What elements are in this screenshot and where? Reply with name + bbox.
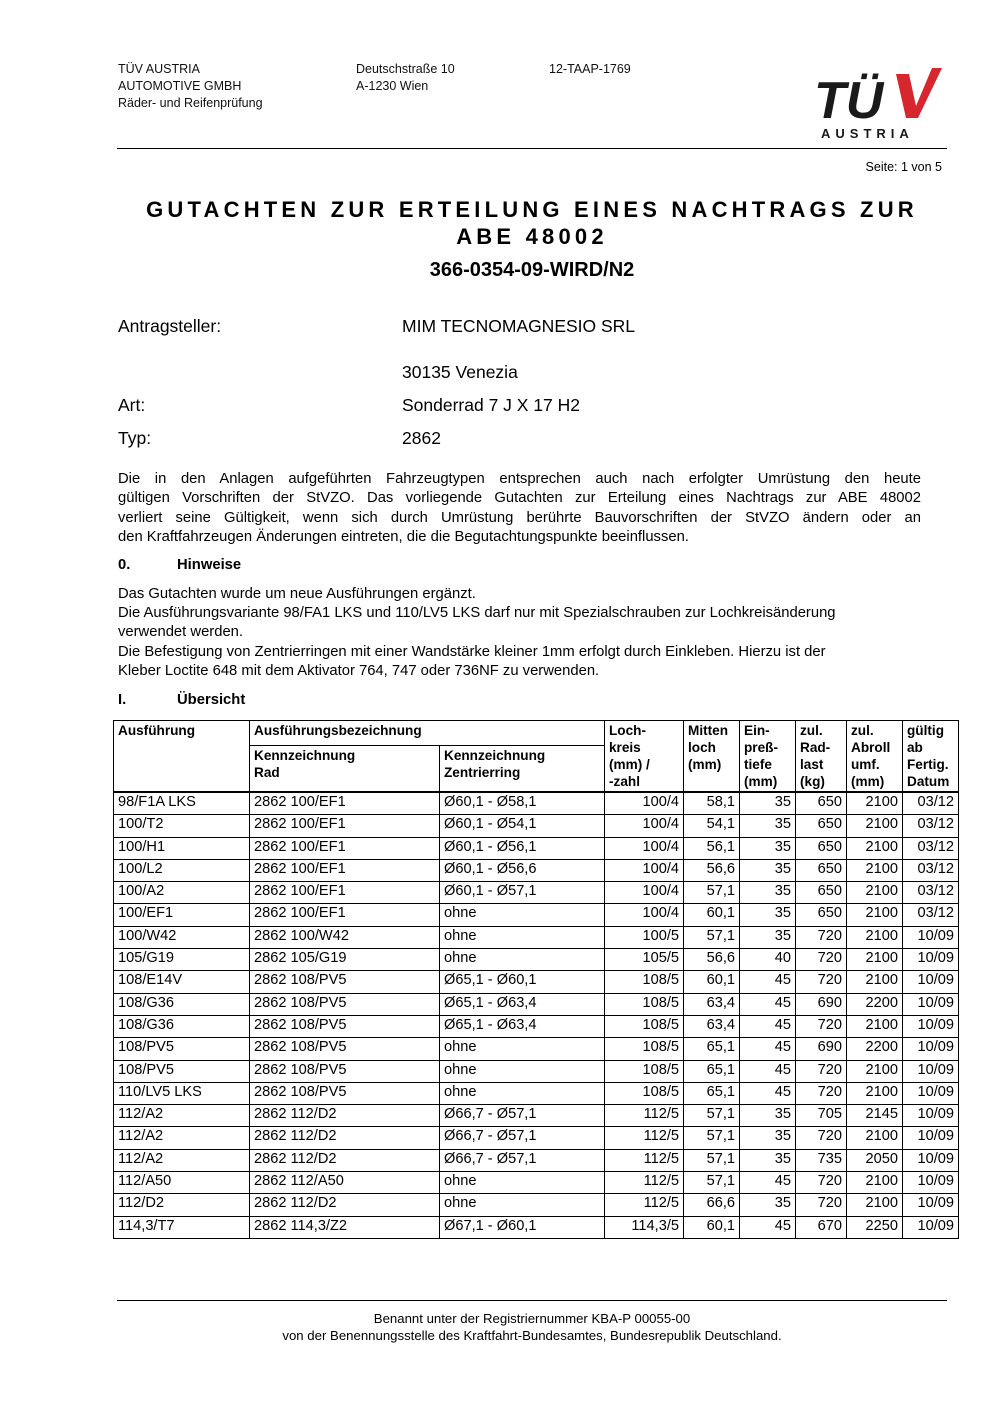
- cell-abrollumfang: 2100: [847, 1082, 903, 1104]
- cell-kennzeichnung-zentrierring: Ø60,1 - Ø57,1: [440, 882, 605, 904]
- header-text: Kennzeichnung: [444, 747, 546, 763]
- cell-mittenloch: 57,1: [684, 882, 740, 904]
- col-header-kennzeichnung-rad: [250, 745, 440, 792]
- cell-einpresstiefe: 35: [740, 1127, 796, 1149]
- col-header-radlast: [796, 721, 847, 793]
- cell-abrollumfang: 2100: [847, 792, 903, 815]
- cell-lochkreis: 108/5: [605, 1060, 684, 1082]
- document-number: 366-0354-09-WIRD/N2: [429, 259, 635, 281]
- cell-gueltig-ab: 10/09: [903, 1015, 959, 1037]
- header-text: Kennzeichnung: [254, 747, 356, 763]
- cell-kennzeichnung-zentrierring: Ø65,1 - Ø63,4: [440, 1015, 605, 1037]
- cell-abrollumfang: 2100: [847, 1015, 903, 1037]
- cell-kennzeichnung-rad: 2862 100/W42: [250, 926, 440, 948]
- cell-gueltig-ab: 03/12: [903, 904, 959, 926]
- logo-v-checkmark: [896, 68, 942, 118]
- cell-einpresstiefe: 45: [740, 1015, 796, 1037]
- cell-ausfuehrung: 108/E14V: [114, 971, 250, 993]
- cell-kennzeichnung-rad: 2862 100/EF1: [250, 882, 440, 904]
- header-divider: [117, 148, 947, 149]
- address-city: A-1230 Wien: [356, 79, 429, 93]
- header-text: Mitten: [688, 723, 729, 738]
- cell-kennzeichnung-zentrierring: ohne: [440, 1082, 605, 1104]
- cell-abrollumfang: 2100: [847, 926, 903, 948]
- cell-gueltig-ab: 10/09: [903, 1127, 959, 1149]
- header-text: Abroll: [851, 740, 891, 755]
- cell-abrollumfang: 2100: [847, 949, 903, 971]
- cell-einpresstiefe: 45: [740, 1216, 796, 1238]
- overview-table-body: [114, 792, 959, 1238]
- intro-paragraph: [118, 470, 921, 547]
- table-row: [114, 971, 959, 993]
- cell-ausfuehrung: 98/F1A LKS: [114, 792, 250, 815]
- cell-mittenloch: 60,1: [684, 971, 740, 993]
- table-row: [114, 859, 959, 881]
- cell-kennzeichnung-zentrierring: ohne: [440, 1194, 605, 1216]
- cell-kennzeichnung-zentrierring: Ø60,1 - Ø56,6: [440, 859, 605, 881]
- section-1-title: Übersicht: [177, 692, 246, 708]
- cell-kennzeichnung-rad: 2862 108/PV5: [250, 993, 440, 1015]
- cell-ausfuehrung: 100/H1: [114, 837, 250, 859]
- cell-kennzeichnung-rad: 2862 112/D2: [250, 1105, 440, 1127]
- header-text: (mm) /: [609, 757, 650, 772]
- table-row: [114, 904, 959, 926]
- cell-radlast: 720: [796, 1194, 847, 1216]
- type-value: Sonderrad 7 J X 17 H2: [402, 395, 581, 415]
- cell-lochkreis: 100/4: [605, 882, 684, 904]
- company-department: Räder- und Reifenprüfung: [118, 96, 263, 110]
- cell-kennzeichnung-rad: 2862 100/EF1: [250, 792, 440, 815]
- cell-kennzeichnung-zentrierring: Ø66,7 - Ø57,1: [440, 1149, 605, 1171]
- cell-mittenloch: 54,1: [684, 815, 740, 837]
- cell-kennzeichnung-zentrierring: Ø60,1 - Ø56,1: [440, 837, 605, 859]
- hint-line: Das Gutachten wurde um neue Ausführungen ergänzt.: [118, 586, 476, 602]
- cell-ausfuehrung: 108/PV5: [114, 1060, 250, 1082]
- cell-radlast: 720: [796, 1082, 847, 1104]
- cell-kennzeichnung-zentrierring: ohne: [440, 926, 605, 948]
- section-1-number: I.: [118, 692, 127, 708]
- section-0-title: Hinweise: [177, 557, 242, 573]
- cell-einpresstiefe: 35: [740, 1194, 796, 1216]
- hint-line: verwendet werden.: [118, 624, 244, 641]
- cell-gueltig-ab: 10/09: [903, 1105, 959, 1127]
- table-row: [114, 1127, 959, 1149]
- cell-kennzeichnung-zentrierring: ohne: [440, 949, 605, 971]
- header-text: (mm): [851, 774, 885, 789]
- cell-einpresstiefe: 35: [740, 837, 796, 859]
- tuv-logo-graphic: [812, 64, 942, 144]
- header-text: Rad-: [800, 740, 831, 755]
- company-block: [118, 61, 263, 112]
- table-row: [114, 949, 959, 971]
- cell-ausfuehrung: 108/G36: [114, 1015, 250, 1037]
- cell-mittenloch: 65,1: [684, 1038, 740, 1060]
- tuv-austria-logo: [812, 64, 942, 144]
- cell-kennzeichnung-zentrierring: Ø65,1 - Ø60,1: [440, 971, 605, 993]
- cell-lochkreis: 108/5: [605, 1082, 684, 1104]
- cell-gueltig-ab: 03/12: [903, 815, 959, 837]
- cell-ausfuehrung: 108/PV5: [114, 1038, 250, 1060]
- header-text: tiefe: [744, 757, 772, 772]
- hint-line: Kleber Loctite 648 mit dem Aktivator 764, 747 oder 736NF zu verwenden.: [118, 662, 600, 679]
- cell-gueltig-ab: 10/09: [903, 971, 959, 993]
- header-text: Datum: [907, 774, 950, 789]
- cell-mittenloch: 63,4: [684, 993, 740, 1015]
- cell-ausfuehrung: 100/L2: [114, 859, 250, 881]
- cell-lochkreis: 108/5: [605, 971, 684, 993]
- cell-einpresstiefe: 45: [740, 1082, 796, 1104]
- cell-kennzeichnung-zentrierring: ohne: [440, 1038, 605, 1060]
- intro-line: verliert seine Gültigkeit, wenn sich durch Umrüstung berührte Bauvorschriften der StVZO ändern oder an: [118, 509, 921, 526]
- cell-radlast: 650: [796, 815, 847, 837]
- section-0-number: 0.: [118, 557, 131, 573]
- cell-kennzeichnung-rad: 2862 112/D2: [250, 1149, 440, 1171]
- col-header-abrollumfang: [847, 721, 903, 793]
- cell-ausfuehrung: 108/G36: [114, 993, 250, 1015]
- header-text: kreis: [609, 740, 641, 755]
- company-name: TÜV AUSTRIA: [118, 62, 200, 76]
- cell-mittenloch: 56,6: [684, 859, 740, 881]
- cell-gueltig-ab: 03/12: [903, 859, 959, 881]
- cell-kennzeichnung-rad: 2862 100/EF1: [250, 904, 440, 926]
- cell-kennzeichnung-zentrierring: Ø60,1 - Ø58,1: [440, 792, 605, 815]
- cell-kennzeichnung-zentrierring: Ø67,1 - Ø60,1: [440, 1216, 605, 1238]
- cell-radlast: 650: [796, 859, 847, 881]
- cell-kennzeichnung-rad: 2862 112/D2: [250, 1194, 440, 1216]
- header-text: Fertig.: [907, 757, 949, 772]
- table-row: [114, 1082, 959, 1104]
- cell-mittenloch: 57,1: [684, 1105, 740, 1127]
- cell-mittenloch: 57,1: [684, 926, 740, 948]
- hint-line: Die Ausführungsvariante 98/FA1 LKS und 110/LV5 LKS darf nur mit Spezialschrauben zur Lochkreisänderung: [118, 605, 836, 622]
- cell-gueltig-ab: 03/12: [903, 882, 959, 904]
- cell-kennzeichnung-zentrierring: ohne: [440, 1060, 605, 1082]
- cell-mittenloch: 58,1: [684, 792, 740, 815]
- cell-lochkreis: 112/5: [605, 1149, 684, 1171]
- applicant-value: MIM TECNOMAGNESIO SRL: [402, 316, 636, 336]
- cell-einpresstiefe: 35: [740, 792, 796, 815]
- header-text: Ein-: [744, 723, 770, 738]
- cell-lochkreis: 100/4: [605, 792, 684, 815]
- cell-einpresstiefe: 35: [740, 1105, 796, 1127]
- title-line-2: ABE 48002: [456, 224, 608, 249]
- cell-radlast: 650: [796, 904, 847, 926]
- cell-kennzeichnung-rad: 2862 105/G19: [250, 949, 440, 971]
- cell-abrollumfang: 2100: [847, 1194, 903, 1216]
- cell-radlast: 720: [796, 1127, 847, 1149]
- model-label: Typ:: [118, 428, 152, 448]
- cell-gueltig-ab: 10/09: [903, 1082, 959, 1104]
- cell-ausfuehrung: 105/G19: [114, 949, 250, 971]
- cell-ausfuehrung: 112/A2: [114, 1149, 250, 1171]
- col-header-lochkreis: [605, 721, 684, 793]
- cell-radlast: 705: [796, 1105, 847, 1127]
- cell-radlast: 720: [796, 1172, 847, 1194]
- cell-lochkreis: 108/5: [605, 1015, 684, 1037]
- table-header-row: [114, 721, 959, 746]
- table-row: [114, 1105, 959, 1127]
- footer-line-2: von der Benennungsstelle des Kraftfahrt-Bundesamtes, Bundesrepublik Deutschland.: [282, 1328, 782, 1343]
- footer-line-1: Benannt unter der Registriernummer KBA-P 00055-00: [373, 1311, 691, 1326]
- overview-table: [113, 720, 959, 1239]
- cell-mittenloch: 65,1: [684, 1082, 740, 1104]
- table-row: [114, 1172, 959, 1194]
- header-text: ab: [907, 740, 923, 755]
- header-text: last: [800, 757, 824, 772]
- cell-abrollumfang: 2200: [847, 993, 903, 1015]
- cell-einpresstiefe: 35: [740, 859, 796, 881]
- cell-mittenloch: 65,1: [684, 1060, 740, 1082]
- cell-abrollumfang: 2145: [847, 1105, 903, 1127]
- cell-mittenloch: 66,6: [684, 1194, 740, 1216]
- cell-abrollumfang: 2100: [847, 971, 903, 993]
- table-row: [114, 815, 959, 837]
- cell-gueltig-ab: 10/09: [903, 1172, 959, 1194]
- cell-radlast: 690: [796, 993, 847, 1015]
- cell-ausfuehrung: 100/EF1: [114, 904, 250, 926]
- cell-abrollumfang: 2100: [847, 882, 903, 904]
- header-text: zul.: [800, 723, 823, 738]
- header-text: Zentrierring: [444, 764, 521, 780]
- table-row: [114, 837, 959, 859]
- cell-mittenloch: 57,1: [684, 1149, 740, 1171]
- cell-kennzeichnung-rad: 2862 108/PV5: [250, 1082, 440, 1104]
- cell-einpresstiefe: 45: [740, 971, 796, 993]
- cell-ausfuehrung: 100/A2: [114, 882, 250, 904]
- cell-kennzeichnung-rad: 2862 108/PV5: [250, 1038, 440, 1060]
- cell-einpresstiefe: 35: [740, 904, 796, 926]
- cell-mittenloch: 60,1: [684, 904, 740, 926]
- header-text: (mm): [688, 757, 722, 772]
- cell-mittenloch: 60,1: [684, 1216, 740, 1238]
- hint-line: Die Befestigung von Zentrierringen mit einer Wandstärke kleiner 1mm erfolgt durch Einkleben. Hierzu ist der: [118, 643, 826, 660]
- cell-lochkreis: 114,3/5: [605, 1216, 684, 1238]
- cell-kennzeichnung-rad: 2862 108/PV5: [250, 971, 440, 993]
- cell-kennzeichnung-rad: 2862 100/EF1: [250, 859, 440, 881]
- cell-ausfuehrung: 112/A50: [114, 1172, 250, 1194]
- header-text: (kg): [800, 774, 825, 789]
- cell-kennzeichnung-zentrierring: ohne: [440, 904, 605, 926]
- cell-einpresstiefe: 35: [740, 1149, 796, 1171]
- col-header-kennzeichnung-zentrierring: [440, 745, 605, 792]
- document-title: [117, 196, 947, 250]
- cell-radlast: 650: [796, 837, 847, 859]
- table-row: [114, 1194, 959, 1216]
- table-row: [114, 1216, 959, 1238]
- cell-lochkreis: 100/4: [605, 904, 684, 926]
- cell-mittenloch: 57,1: [684, 1172, 740, 1194]
- table-row: [114, 792, 959, 815]
- cell-radlast: 690: [796, 1038, 847, 1060]
- cell-kennzeichnung-zentrierring: Ø66,7 - Ø57,1: [440, 1127, 605, 1149]
- cell-kennzeichnung-rad: 2862 100/EF1: [250, 837, 440, 859]
- cell-ausfuehrung: 112/A2: [114, 1105, 250, 1127]
- cell-lochkreis: 100/4: [605, 815, 684, 837]
- table-row: [114, 1015, 959, 1037]
- type-label: Art:: [118, 395, 146, 415]
- cell-radlast: 720: [796, 1060, 847, 1082]
- cell-kennzeichnung-rad: 2862 112/D2: [250, 1127, 440, 1149]
- cell-lochkreis: 112/5: [605, 1105, 684, 1127]
- col-header-ausfuehrung: Ausführung: [114, 721, 250, 793]
- intro-line: gültigen Vorschriften der StVZO. Das vorliegende Gutachten zur Erteilung eines Nachtrags zur ABE 48002: [118, 490, 921, 507]
- cell-kennzeichnung-zentrierring: ohne: [440, 1172, 605, 1194]
- cell-einpresstiefe: 45: [740, 1060, 796, 1082]
- cell-lochkreis: 112/5: [605, 1172, 684, 1194]
- cell-einpresstiefe: 45: [740, 993, 796, 1015]
- cell-ausfuehrung: 114,3/T7: [114, 1216, 250, 1238]
- col-header-gueltig: [903, 721, 959, 793]
- cell-einpresstiefe: 35: [740, 815, 796, 837]
- cell-radlast: 720: [796, 1015, 847, 1037]
- intro-line: den Kraftfahrzeugen Änderungen eintreten, die die Begutachtungspunkte beeinflussen.: [118, 528, 689, 545]
- cell-radlast: 720: [796, 926, 847, 948]
- cell-radlast: 720: [796, 949, 847, 971]
- cell-abrollumfang: 2200: [847, 1038, 903, 1060]
- header-text: -zahl: [609, 774, 640, 789]
- cell-lochkreis: 108/5: [605, 1038, 684, 1060]
- cell-radlast: 650: [796, 792, 847, 815]
- cell-lochkreis: 100/5: [605, 926, 684, 948]
- cell-einpresstiefe: 35: [740, 926, 796, 948]
- header-text: preß-: [744, 740, 778, 755]
- cell-gueltig-ab: 10/09: [903, 1060, 959, 1082]
- cell-abrollumfang: 2100: [847, 815, 903, 837]
- cell-einpresstiefe: 40: [740, 949, 796, 971]
- cell-einpresstiefe: 35: [740, 882, 796, 904]
- company-subname: AUTOMOTIVE GMBH: [118, 79, 242, 93]
- table-row: [114, 1149, 959, 1171]
- table-row: [114, 882, 959, 904]
- cell-gueltig-ab: 03/12: [903, 837, 959, 859]
- header-text: zul.: [851, 723, 874, 738]
- cell-abrollumfang: 2100: [847, 837, 903, 859]
- cell-gueltig-ab: 10/09: [903, 993, 959, 1015]
- cell-ausfuehrung: 112/D2: [114, 1194, 250, 1216]
- cell-abrollumfang: 2100: [847, 904, 903, 926]
- table-row: [114, 926, 959, 948]
- cell-mittenloch: 56,1: [684, 837, 740, 859]
- cell-kennzeichnung-rad: 2862 112/A50: [250, 1172, 440, 1194]
- cell-ausfuehrung: 110/LV5 LKS: [114, 1082, 250, 1104]
- applicant-city: 30135 Venezia: [402, 362, 518, 382]
- header-text: loch: [688, 740, 716, 755]
- cell-kennzeichnung-rad: 2862 100/EF1: [250, 815, 440, 837]
- footer-divider: [117, 1300, 947, 1301]
- table-row: [114, 1060, 959, 1082]
- cell-lochkreis: 105/5: [605, 949, 684, 971]
- model-value: 2862: [402, 428, 441, 448]
- cell-abrollumfang: 2250: [847, 1216, 903, 1238]
- header-text: (mm): [744, 774, 778, 789]
- cell-ausfuehrung: 100/T2: [114, 815, 250, 837]
- cell-gueltig-ab: 10/09: [903, 949, 959, 971]
- cell-abrollumfang: 2100: [847, 859, 903, 881]
- cell-mittenloch: 63,4: [684, 1015, 740, 1037]
- cell-abrollumfang: 2100: [847, 1060, 903, 1082]
- cell-mittenloch: 57,1: [684, 1127, 740, 1149]
- table-row: [114, 993, 959, 1015]
- cell-lochkreis: 100/4: [605, 837, 684, 859]
- address-street: Deutschstraße 10: [356, 62, 455, 76]
- cell-radlast: 735: [796, 1149, 847, 1171]
- cell-abrollumfang: 2100: [847, 1172, 903, 1194]
- header-text: umf.: [851, 757, 880, 772]
- cell-ausfuehrung: 100/W42: [114, 926, 250, 948]
- cell-gueltig-ab: 10/09: [903, 1038, 959, 1060]
- address-block: [356, 61, 455, 95]
- logo-tu-letters: TÜ: [814, 72, 884, 130]
- section-0-body: [118, 585, 836, 681]
- header-text: gültig: [907, 723, 944, 738]
- cell-kennzeichnung-zentrierring: Ø60,1 - Ø54,1: [440, 815, 605, 837]
- header-text: Loch-: [609, 723, 646, 738]
- cell-gueltig-ab: 03/12: [903, 792, 959, 815]
- header-text: Rad: [254, 764, 280, 780]
- cell-kennzeichnung-zentrierring: Ø66,7 - Ø57,1: [440, 1105, 605, 1127]
- cell-kennzeichnung-zentrierring: Ø65,1 - Ø63,4: [440, 993, 605, 1015]
- cell-einpresstiefe: 45: [740, 1038, 796, 1060]
- cell-kennzeichnung-rad: 2862 108/PV5: [250, 1015, 440, 1037]
- intro-line: Die in den Anlagen aufgeführten Fahrzeugtypen entsprechen auch nach erfolgter Umrüstung den heute: [118, 471, 921, 487]
- footer: [117, 1310, 947, 1344]
- cell-radlast: 720: [796, 971, 847, 993]
- cell-kennzeichnung-rad: 2862 114,3/Z2: [250, 1216, 440, 1238]
- cell-gueltig-ab: 10/09: [903, 1194, 959, 1216]
- page-number: Seite: 1 von 5: [865, 160, 942, 174]
- reference-number: 12-TAAP-1769: [549, 62, 631, 76]
- title-line-1: GUTACHTEN ZUR ERTEILUNG EINES NACHTRAGS ZUR: [146, 197, 918, 222]
- col-header-mittenloch: [684, 721, 740, 793]
- cell-lochkreis: 108/5: [605, 993, 684, 1015]
- cell-lochkreis: 112/5: [605, 1194, 684, 1216]
- col-header-bezeichnung: Ausführungsbezeichnung: [250, 721, 605, 746]
- logo-austria-text: AUSTRIA: [821, 126, 914, 141]
- cell-gueltig-ab: 10/09: [903, 1216, 959, 1238]
- cell-abrollumfang: 2050: [847, 1149, 903, 1171]
- cell-lochkreis: 112/5: [605, 1127, 684, 1149]
- cell-gueltig-ab: 10/09: [903, 926, 959, 948]
- cell-kennzeichnung-rad: 2862 108/PV5: [250, 1060, 440, 1082]
- cell-mittenloch: 56,6: [684, 949, 740, 971]
- table-row: [114, 1038, 959, 1060]
- cell-radlast: 650: [796, 882, 847, 904]
- cell-abrollumfang: 2100: [847, 1127, 903, 1149]
- cell-lochkreis: 100/4: [605, 859, 684, 881]
- applicant-label: Antragsteller:: [118, 316, 222, 336]
- col-header-einpresstiefe: [740, 721, 796, 793]
- cell-einpresstiefe: 45: [740, 1172, 796, 1194]
- cell-radlast: 670: [796, 1216, 847, 1238]
- cell-ausfuehrung: 112/A2: [114, 1127, 250, 1149]
- cell-gueltig-ab: 10/09: [903, 1149, 959, 1171]
